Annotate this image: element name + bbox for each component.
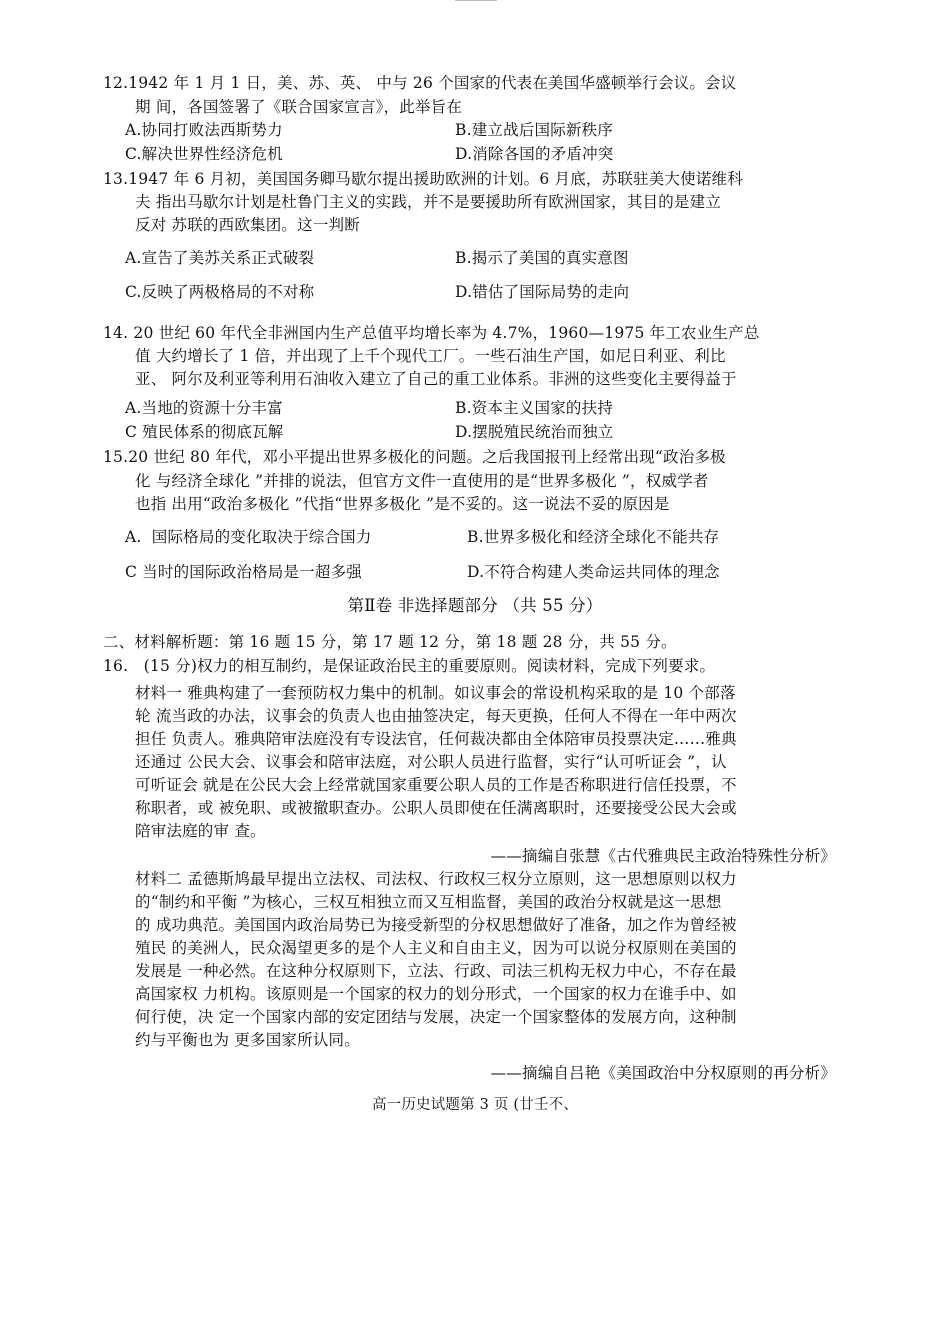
q16-stem: 16. (15 分)权力的相互制约，是保证政治民主的重要原则。阅读材料，完成下列要求。 — [103, 657, 716, 675]
section-2-instructions: 二、材料解析题：第 16 题 15 分，第 17 题 12 分，第 18 题 28 分，共 55 分。 — [103, 633, 677, 651]
q14-line-3: 亚、 阿尔及利亚等利用石油收入建立了自己的重工业体系。非洲的这些变化主要得益于 — [135, 370, 737, 388]
material-2-line: 的 成功典范。美国国内政治局势已为接受新型的分权思想做好了准备，加之作为曾经被 — [135, 916, 737, 934]
material-2-line: 发展是 一种必然。在这种分权原则下，立法、行政、司法三机构无权力中心，不存在最 — [135, 962, 737, 980]
q14-option-d: D.摆脱殖民统治而独立 — [455, 423, 614, 441]
q13-option-b: B.揭示了美国的真实意图 — [455, 249, 629, 267]
q13-line-2: 夫 指出马歇尔计划是杜鲁门主义的实践，并不是要援助所有欧洲国家，其目的是建立 — [135, 193, 722, 211]
material-1-line: 材料一 雅典构建了一套预防权力集中的机制。如议事会的常设机构采取的是 10 个部落 — [135, 684, 736, 702]
q12-option-d: D.消除各国的矛盾冲突 — [455, 145, 614, 163]
q13-line-1: 13.1947 年 6 月初，美国国务卿马歇尔提出援助欧洲的计划。6 月底，苏联驻美大使诺维科 — [103, 170, 743, 188]
material-2-line: 何行使，决 定一个国家内部的安定团结与发展，决定一个国家整体的发展方向，这种制 — [135, 1008, 737, 1026]
material-1-line: 可听证会 就是在公民大会上经常就国家重要公职人员的工作是否称职进行信任投票，不 — [135, 776, 737, 794]
material-1-line: 陪审法庭的审 查。 — [135, 822, 266, 840]
top-edge-mark — [455, 0, 497, 1]
q12-option-c: C.解决世界性经济危机 — [125, 145, 283, 163]
q13-line-3: 反对 苏联的西欧集团。这一判断 — [135, 216, 360, 234]
q14-option-b: B.资本主义国家的扶持 — [455, 399, 614, 417]
q15-option-a: A. 国际格局的变化取决于综合国力 — [125, 528, 372, 546]
q15-line-2: 化 与经济全球化 ”并排的说法，但官方文件一直使用的是“世界多极化 ”，权威学者 — [135, 472, 709, 490]
material-2-line: 材料二 孟德斯鸠最早提出立法权、司法权、行政权三权分立原则，这一思想原则以权力 — [135, 870, 737, 888]
q12-line-1: 12.1942 年 1 月 1 日，美、苏、英、 中与 26 个国家的代表在美国华盛顿举行会议。会议 — [103, 74, 737, 92]
section-2-title: 第Ⅱ卷 非选择题部分 （共 55 分） — [347, 596, 603, 615]
page-footer: 高一历史试题第 3 页 (廿壬不、 — [371, 1097, 579, 1113]
q15-option-d: D.不符合构建人类命运共同体的理念 — [467, 563, 720, 581]
q15-option-c: C 当时的国际政治格局是一超多强 — [125, 563, 362, 581]
material-2-line: 高国家权 力机构。该原则是一个国家的权力的划分形式，一个国家的权力在谁手中、如 — [135, 985, 737, 1003]
q14-option-a: A.当地的资源十分丰富 — [125, 399, 283, 417]
q14-line-2: 值 大约增长了 1 倍，并出现了上千个现代工厂。一些石油生产国，如尼日利亚、利比 — [135, 347, 726, 365]
q14-line-1: 14. 20 世纪 60 年代全非洲国内生产总值平均增长率为 4.7%，1960—1975 年工农业生产总 — [103, 324, 760, 342]
material-2-line: 约与平衡也为 更多国家所认同。 — [135, 1031, 360, 1049]
q14-option-c: C 殖民体系的彻底瓦解 — [125, 423, 284, 441]
material-2-line: 殖民 的美洲人，民众渴望更多的是个人主义和自由主义，因为可以说分权原则在美国的 — [135, 939, 737, 957]
q12-option-a: A.协同打败法西斯势力 — [125, 121, 283, 139]
q13-option-c: C.反映了两极格局的不对称 — [125, 283, 315, 301]
material-2-line: 的“制约和平衡 ”为核心，三权互相独立而又互相监督，美国的政治分权就是这一思想 — [135, 893, 722, 911]
q15-option-b: B.世界多极化和经济全球化不能共存 — [467, 528, 720, 546]
q12-option-b: B.建立战后国际新秩序 — [455, 121, 614, 139]
q13-option-d: D.错估了国际局势的走向 — [455, 283, 630, 301]
material-1-line: 轮 流当政的办法，议事会的负责人也由抽签决定，每天更换，任何人不得在一年中两次 — [135, 707, 737, 725]
material-2-source: ——摘编自吕艳《美国政治中分权原则的再分析》 — [490, 1064, 836, 1082]
material-1-line: 称职者，或 被免职、或被撤职查办。公职人员即使在任满离职时，还要接受公民大会或 — [135, 799, 737, 817]
material-1-line: 还通过 公民大会、议事会和陪审法庭，对公职人员进行监督，实行“认可听证会 ”，认 — [135, 753, 727, 771]
q13-option-a: A.宣告了美苏关系正式破裂 — [125, 249, 315, 267]
material-1-source: ——摘编自张慧《古代雅典民主政治特殊性分析》 — [490, 847, 836, 865]
material-1-line: 担任 负责人。雅典陪审法庭没有专设法官，任何裁决都由全体陪审员投票决定……雅典 — [135, 730, 737, 748]
q15-line-1: 15.20 世纪 80 年代，邓小平提出世界多极化的问题。之后我国报刊上经常出现“政治多极 — [103, 448, 726, 466]
q12-line-2: 期 间，各国签署了《联合国家宣言》，此举旨在 — [135, 98, 463, 116]
q15-line-3: 也指 出用“政治多极化 ”代指“世界多极化 ”是不妥的。这一说法不妥的原因是 — [135, 495, 670, 513]
